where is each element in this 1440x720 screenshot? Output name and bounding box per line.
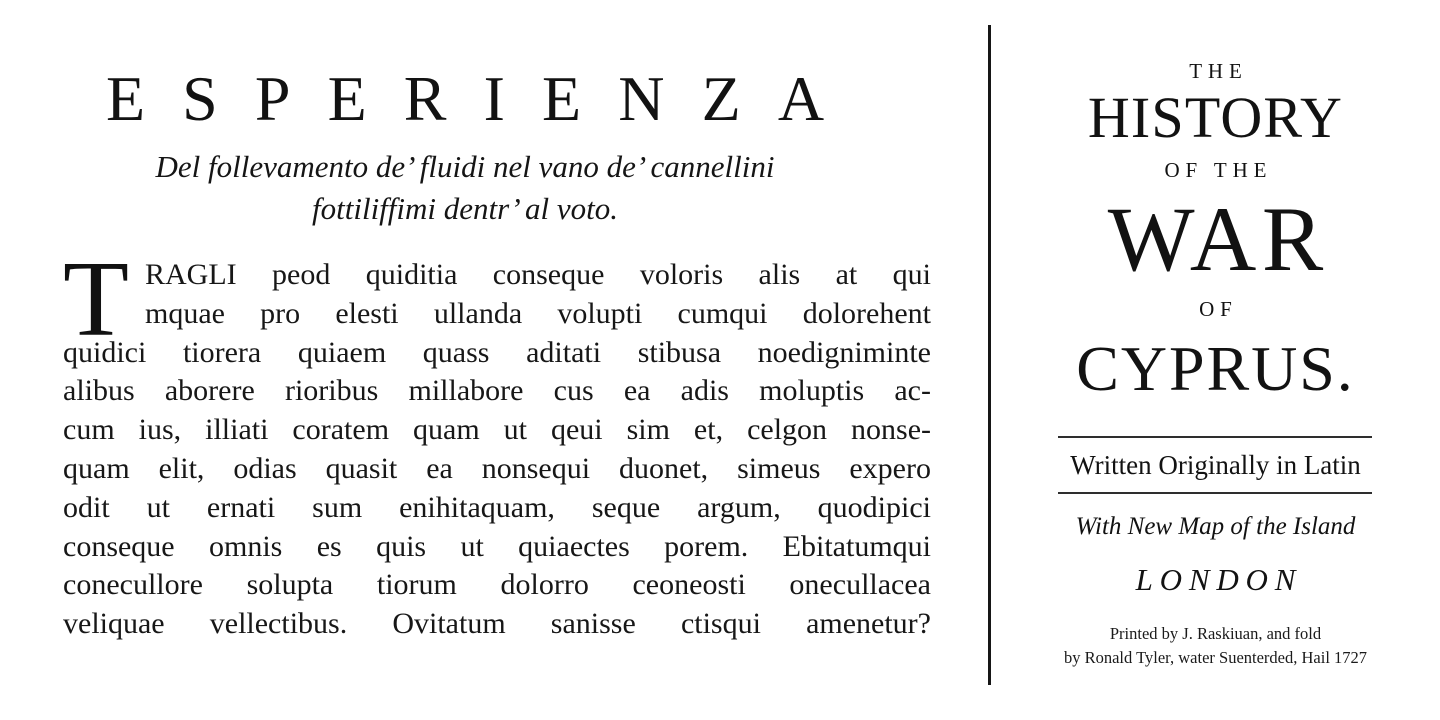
imprint-line-1: Printed by J. Raskiuan, and fold (1109, 624, 1322, 643)
title-page-imprint (991, 622, 1440, 670)
horizontal-rule-top (1058, 436, 1372, 438)
body-line: cum ius, illiati coratem quam ut qeui sim et, celgon nonse- (63, 413, 931, 447)
title-page (991, 0, 1440, 720)
body-line: RAGLI peod quiditia conseque voloris alis at qui (145, 258, 931, 291)
title-page-cyprus: CYPRUS. (1076, 333, 1355, 404)
title-page-war: WAR (1107, 188, 1329, 290)
body-paragraph (63, 240, 931, 644)
title-page-of: OF (1199, 297, 1238, 321)
title-page-written-originally: Written Originally in Latin (1070, 450, 1361, 480)
body-line: quidici tiorera quiaem quass aditati stibusa noedigniminte (63, 335, 931, 369)
title-page-the: THE (1189, 59, 1248, 83)
body-line: mquae pro elesti ullanda volupti cumqui dolorehent (145, 296, 931, 330)
subtitle-line-1: Del follevamento de’ fluidi nel vano de’ cannellini (155, 149, 775, 184)
body-line: quam elit, odias quasit ea nonsequi duonet, simeus expero (63, 451, 931, 485)
body-line: conseque omnis es quis ut quiaectes porem. Ebitatumqui (63, 529, 931, 563)
body-line: conecullore solupta tiorum dolorro ceoneosti onecullacea (63, 568, 931, 602)
title-page-map-note: With New Map of the Island (1075, 513, 1356, 540)
body-line: veliquae vellectibus. Ovitatum sanisse ctisqui amenetur? (63, 607, 931, 641)
drop-cap: T (63, 240, 129, 359)
title-page-london: LONDON (1135, 562, 1303, 597)
body-line: odit ut ernati sum enihitaquam, seque argum, quodipici (63, 490, 931, 524)
subtitle-line-2: fottiliffimi dentr’ al voto. (312, 191, 618, 226)
specimen-subtitle (0, 146, 930, 230)
body-line: alibus aborere rioribus millabore cus ea adis moluptis ac- (63, 374, 931, 408)
horizontal-rule-bottom (1058, 492, 1372, 494)
specimen-title: ESPERIENZA (105, 63, 862, 134)
imprint-line-2: by Ronald Tyler, water Suenterded, Hail 1727 (1063, 648, 1368, 667)
body-text-block (63, 240, 931, 644)
title-page-history: HISTORY (1087, 85, 1344, 150)
title-page-of-the: OF THE (1164, 158, 1273, 182)
